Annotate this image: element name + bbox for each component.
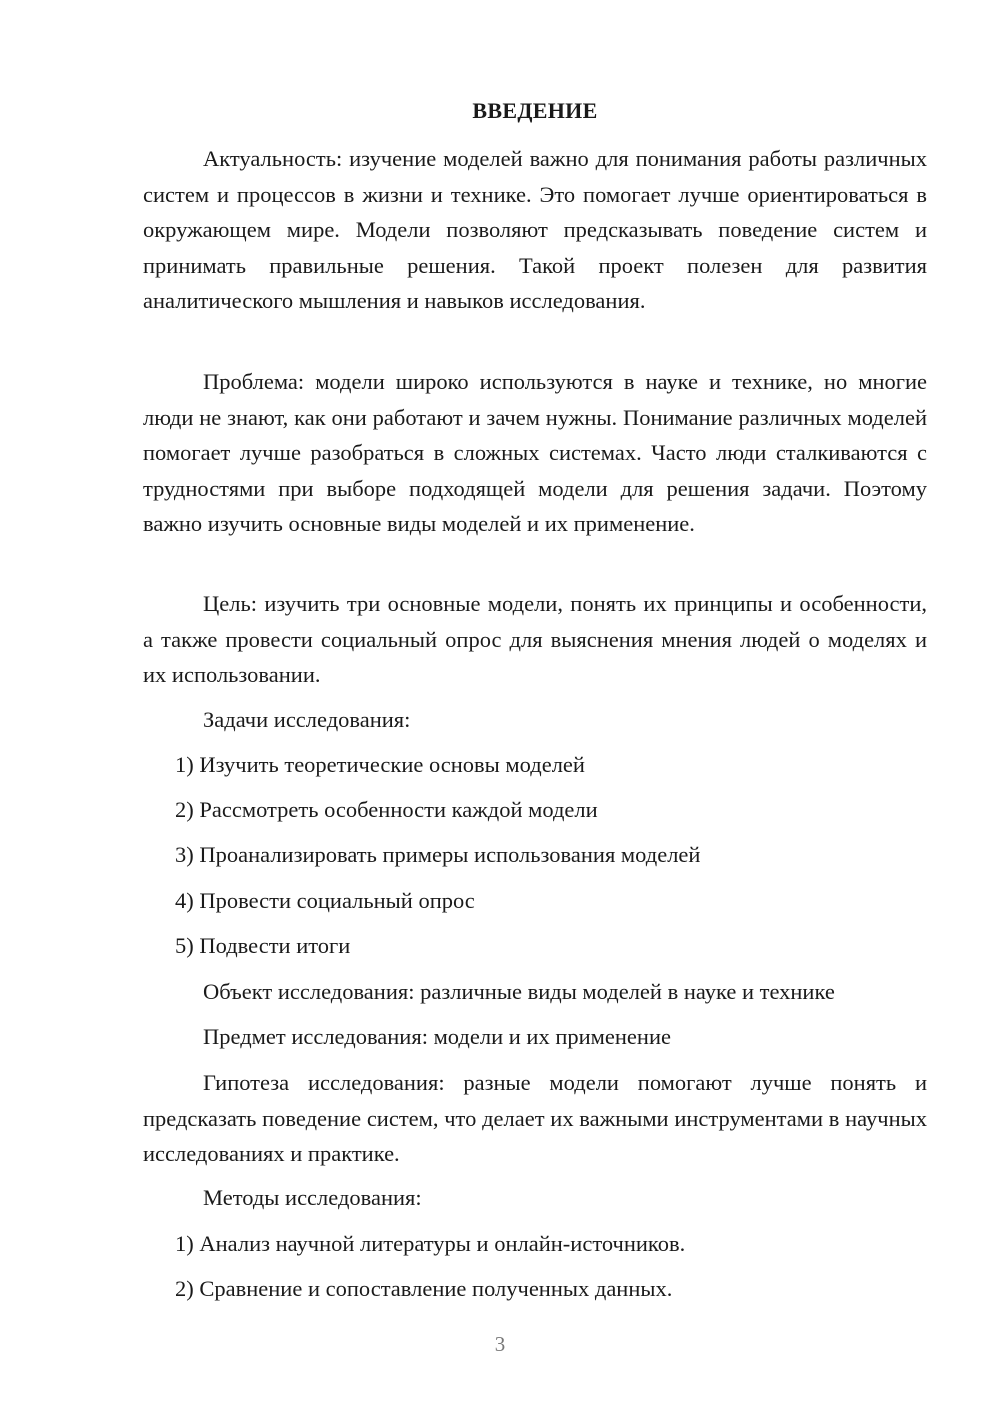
method-item: 2) Сравнение и сопоставление полученных данных.: [175, 1276, 673, 1301]
problem-paragraph: Проблема: модели широко используются в науке и технике, но многие люди не знают, как они работают и зачем нужны. Понимание различных моделей помогает лучше разобраться в сложных системах. Часто люди сталкиваются с трудностями при выборе подходящей модели для решения задачи. Поэтому важно изучить основные виды моделей и их применение.: [143, 369, 927, 536]
tasks-title: Задачи исследования:: [203, 707, 411, 732]
relevance-paragraph: Актуальность: изучение моделей важно для понимания работы различных систем и процессов в жизни и технике. Это помогает лучше ориентироваться в окружающем мире. Модели позволяют предсказывать поведение систем и принимать правильные решения. Такой проект полезен для развития аналитического мышления и навыков исследования.: [143, 146, 927, 313]
section-heading: ВВЕДЕНИЕ: [472, 98, 598, 123]
task-item: 3) Проанализировать примеры использования моделей: [175, 842, 701, 867]
page-number: 3: [494, 1332, 506, 1356]
hypothesis-paragraph: Гипотеза исследования: разные модели помогают лучше понять и предсказать поведение систем, что делает их важными инструментами в научных исследованиях и практике.: [143, 1070, 927, 1166]
goal-paragraph: Цель: изучить три основные модели, понять их принципы и особенности, а также провести социальный опрос для выяснения мнения людей о моделях и их использовании.: [143, 591, 927, 687]
task-item: 5) Подвести итоги: [175, 933, 351, 958]
methods-title: Методы исследования:: [203, 1185, 422, 1210]
subject-line: Предмет исследования: модели и их применение: [203, 1024, 671, 1049]
task-item: 4) Провести социальный опрос: [175, 888, 475, 913]
method-item: 1) Анализ научной литературы и онлайн-источников.: [175, 1231, 686, 1256]
task-item: 1) Изучить теоретические основы моделей: [175, 752, 585, 777]
task-item: 2) Рассмотреть особенности каждой модели: [175, 797, 598, 822]
object-line: Объект исследования: различные виды моделей в науке и технике: [203, 979, 835, 1004]
